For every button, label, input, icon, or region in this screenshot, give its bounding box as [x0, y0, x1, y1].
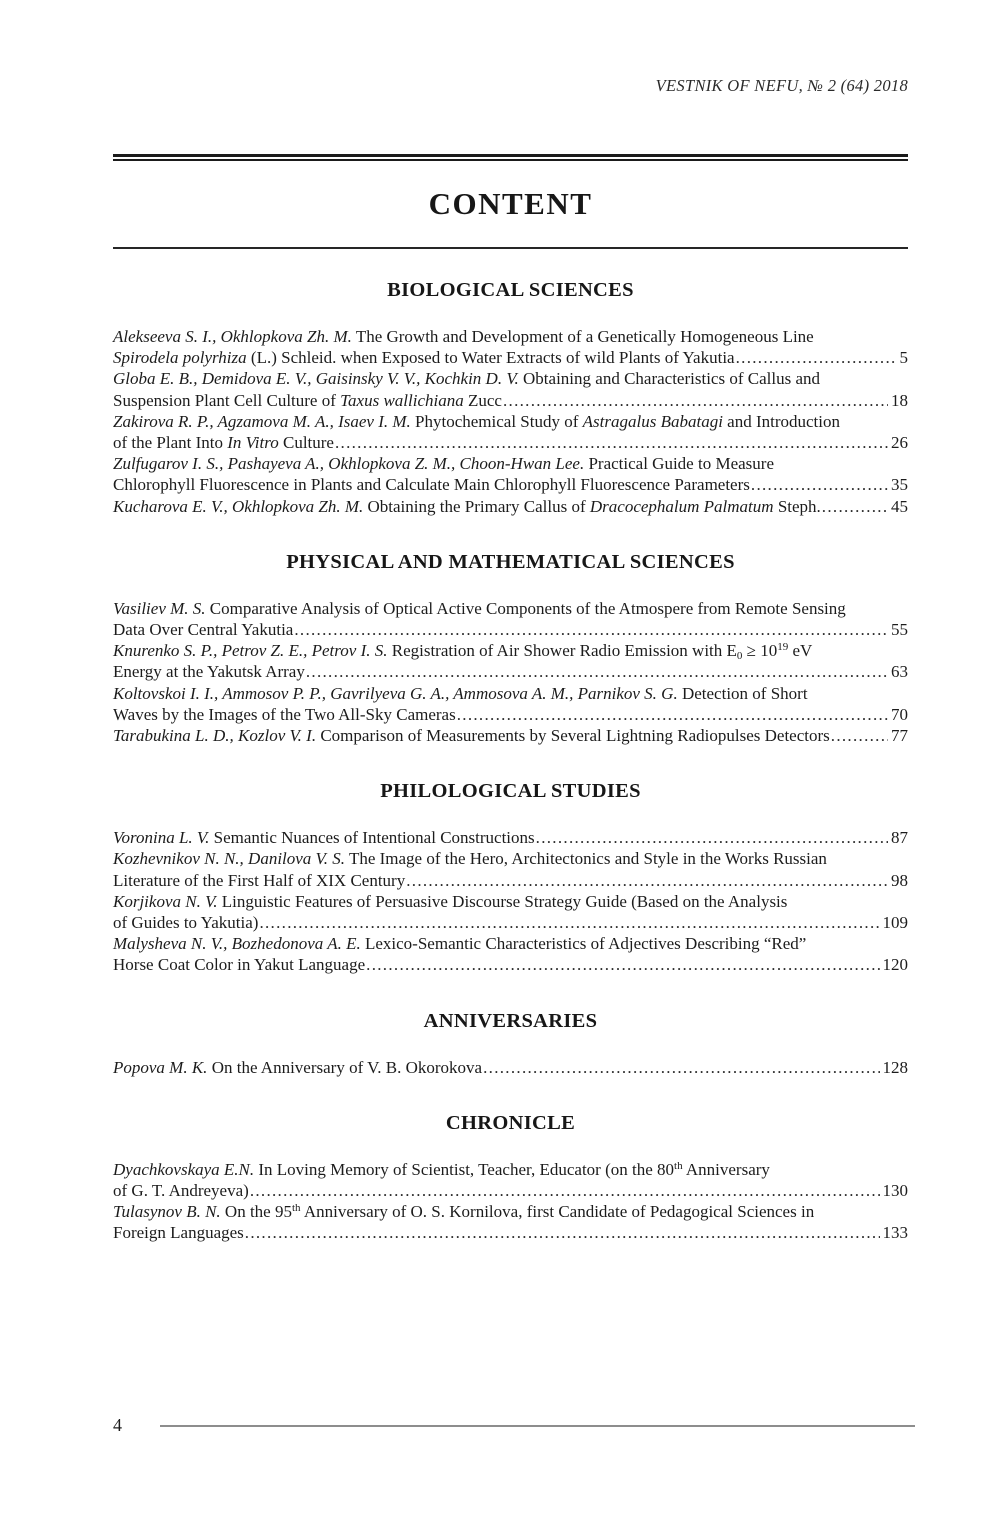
toc-entry: [113, 1159, 908, 1201]
entry-text: Kozhevnikov N. N., Danilova V. S. The Image of the Hero, Architectonics and Style in the Works Russian: [113, 849, 827, 869]
dot-leader: [456, 704, 888, 725]
entry-text: Vasiliev M. S. Comparative Analysis of Optical Active Components of the Atmospere from Remote Sensing: [113, 598, 846, 618]
entry-text: Suspension Plant Cell Culture of Taxus wallichiana Zucc: [113, 390, 502, 410]
toc-entry-line: [113, 661, 908, 682]
toc-entry: [113, 891, 908, 933]
entry-text: Korjikova N. V. Linguistic Features of Persuasive Discourse Strategy Guide (Based on the Analysis: [113, 891, 788, 911]
entry-page-number: 109: [882, 913, 908, 933]
entry-text: of G. T. Andreyeva): [113, 1181, 249, 1201]
running-header: VESTNIK OF NEFU, № 2 (64) 2018: [655, 76, 908, 95]
toc-entry: [113, 933, 908, 975]
toc-entry-line: [113, 683, 908, 704]
entry-page-number: 128: [882, 1057, 908, 1077]
toc-entry-line: [113, 474, 908, 495]
dot-leader: [305, 661, 888, 682]
toc-entry-line: [113, 368, 908, 389]
toc-entry-line: [113, 1057, 908, 1078]
toc-entry-line: [113, 453, 908, 474]
entry-text: Globa E. B., Demidova E. V., Gaisinsky V. V., Kochkin D. V. Obtaining and Characteristics of Callus and: [113, 369, 820, 389]
dot-leader: [334, 432, 888, 453]
toc-entry-line: [113, 870, 908, 891]
toc-entry-line: [113, 640, 908, 661]
toc-entry-line: [113, 827, 908, 848]
folio-page-number: 4: [113, 1415, 122, 1435]
toc-entry-line: [113, 496, 908, 517]
dot-leader: [482, 1057, 879, 1078]
entry-text: Chlorophyll Fluorescence in Plants and Calculate Main Chlorophyll Fluorescence Parameters: [113, 475, 750, 495]
dot-leader: [830, 725, 888, 746]
section-heading: ANNIVERSARIES: [423, 1009, 598, 1032]
toc-entry-line: [113, 1159, 908, 1180]
toc-entry: [113, 827, 908, 848]
entry-page-number: 70: [891, 704, 908, 724]
section-heading: CHRONICLE: [445, 1111, 576, 1134]
toc-entry: [113, 368, 908, 410]
entry-text: Zulfugarov I. S., Pashayeva A., Okhlopkova Z. M., Choon-Hwan Lee. Practical Guide to Measure: [113, 454, 774, 474]
footer-rule: [160, 1425, 915, 1427]
toc-entry: [113, 683, 908, 725]
entry-page-number: 98: [891, 870, 908, 890]
toc-entry: [113, 496, 908, 517]
dot-leader: [249, 1180, 880, 1201]
entry-text: Tulasynov B. N. On the 95th Anniversary of O. S. Kornilova, first Candidate of Pedagogical Sciences in: [113, 1202, 815, 1222]
entry-text: of Guides to Yakutia): [113, 913, 259, 933]
toc-entry: [113, 848, 908, 890]
toc-entry-line: [113, 891, 908, 912]
dot-leader: [244, 1222, 880, 1243]
entry-text: Voronina L. V. Semantic Nuances of Intentional Constructions: [113, 828, 535, 848]
toc-entry-line: [113, 725, 908, 746]
toc-entry-line: [113, 1180, 908, 1201]
dot-leader: [750, 474, 888, 495]
toc-entry-line: [113, 912, 908, 933]
entry-text: Horse Coat Color in Yakut Language: [113, 955, 366, 975]
entry-text: Alekseeva S. I., Okhlopkova Zh. M. The Growth and Development of a Genetically Homogeneous Line: [113, 327, 814, 346]
dot-leader: [502, 390, 888, 411]
page-title: CONTENT: [428, 186, 593, 221]
section-heading: BIOLOGICAL SCIENCES: [387, 279, 634, 301]
entry-page-number: 63: [891, 662, 908, 682]
entry-page-number: 5: [899, 348, 908, 368]
toc-entry-line: [113, 619, 908, 640]
entry-page-number: 26: [891, 433, 908, 453]
entry-text: Literature of the First Half of XIX Century: [113, 870, 406, 890]
toc-entry-line: [113, 411, 908, 432]
dot-leader: [365, 954, 879, 975]
entry-page-number: 35: [891, 475, 908, 495]
toc-entry: [113, 411, 908, 453]
entry-text: Energy at the Yakutsk Array: [113, 662, 305, 682]
toc-entry-line: [113, 1222, 908, 1243]
entry-text: Knurenko S. P., Petrov Z. E., Petrov I. S. Registration of Air Shower Radio Emission with $E_0 \ge 10^{19}$ eV: [113, 641, 813, 663]
toc-entry-line: [113, 432, 908, 453]
entry-text: Tarabukina L. D., Kozlov V. I. Comparison of Measurements by Several Lightning Radiopulses Detectors: [113, 726, 830, 746]
toc-entry-line: [113, 347, 908, 368]
title-rule: [113, 247, 908, 249]
section-heading: PHILOLOGICAL STUDIES: [380, 780, 641, 803]
dot-leader: [735, 347, 897, 368]
page-footer: [113, 1415, 915, 1436]
entry-page-number: 130: [882, 1181, 908, 1201]
entry-text: Waves by the Images of the Two All-Sky Cameras: [113, 704, 456, 724]
toc-entry: [113, 1057, 908, 1078]
entry-page-number: 120: [882, 955, 908, 975]
top-double-rule: [113, 154, 908, 161]
entry-text: Foreign Languages: [113, 1223, 244, 1243]
toc-entry: [113, 1201, 908, 1243]
toc-entry-line: [113, 390, 908, 411]
entry-page-number: 18: [891, 390, 908, 410]
entry-page-number: 45: [891, 496, 908, 516]
toc-entry-line: [113, 704, 908, 725]
entry-text: Dyachkovskaya E.N. In Loving Memory of Scientist, Teacher, Educator (on the 80th Anniversary: [113, 1159, 770, 1179]
dot-leader: [821, 496, 888, 517]
dot-leader: [258, 912, 879, 933]
entry-page-number: 55: [891, 620, 908, 640]
dot-leader: [405, 870, 888, 891]
toc-entry: [113, 598, 908, 640]
entry-text: Kucharova E. V., Okhlopkova Zh. M. Obtaining the Primary Callus of Dracocephalum Palmatum Steph.: [113, 496, 821, 516]
entry-page-number: 133: [882, 1223, 908, 1243]
entry-text: of the Plant Into In Vitro Culture: [113, 433, 334, 453]
toc-entry-line: [113, 1201, 908, 1222]
entry-page-number: 87: [891, 828, 908, 848]
toc-entry: [113, 326, 908, 368]
entry-page-number: 77: [891, 726, 908, 746]
section-heading: PHYSICAL AND MATHEMATICAL SCIENCES: [286, 550, 735, 573]
entry-text: Spirodela polyrhiza (L.) Schleid. when Exposed to Water Extracts of wild Plants of Yakutia: [113, 348, 735, 368]
entry-text: Popova M. K. On the Anniversary of V. B. Okorokova: [113, 1057, 483, 1077]
dot-leader: [293, 619, 888, 640]
toc-entry: [113, 640, 908, 682]
entry-text: Malysheva N. V., Bozhedonova A. E. Lexico-Semantic Characteristics of Adjectives Describing “Red”: [113, 934, 807, 954]
toc-entry: [113, 453, 908, 495]
toc-entry-line: [113, 848, 908, 869]
dot-leader: [535, 827, 888, 848]
entry-text: Zakirova R. P., Agzamova M. A., Isaev I. M. Phytochemical Study of Astragalus Babatagi and Introduction: [113, 411, 841, 431]
entry-text: Data Over Central Yakutia: [113, 620, 294, 640]
toc-entry-line: [113, 954, 908, 975]
toc-entry: [113, 725, 908, 746]
entry-text: Koltovskoi I. I., Ammosov P. P., Gavrilyeva G. A., Ammosova A. M., Parnikov S. G. Detection of Short: [113, 683, 808, 703]
toc-entry-line: [113, 933, 908, 954]
toc-entry-line: [113, 326, 908, 347]
toc-sections: [113, 279, 908, 1244]
toc-entry-line: [113, 598, 908, 619]
